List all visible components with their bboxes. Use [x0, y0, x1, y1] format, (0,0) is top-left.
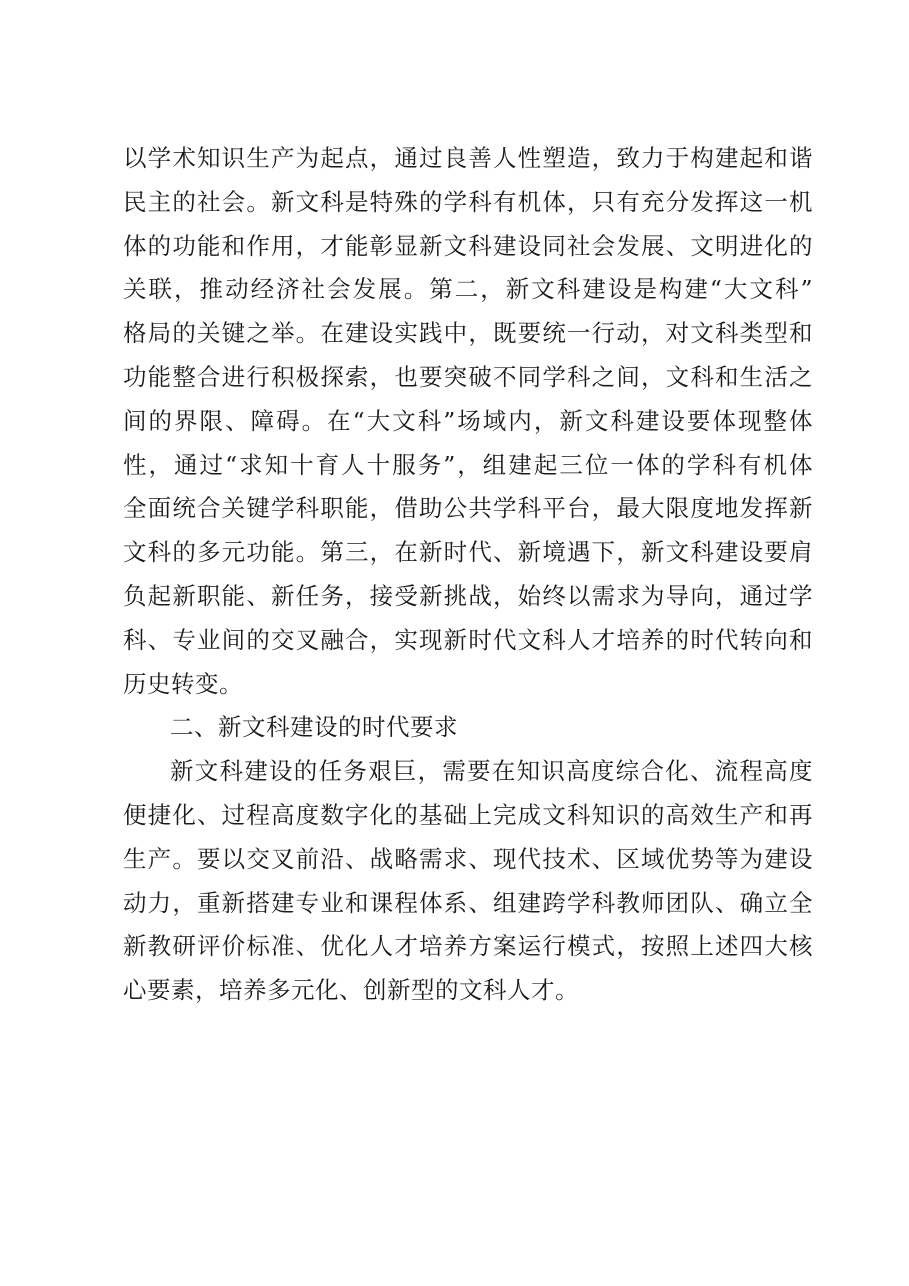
paragraph-line: 生产。要以交叉前沿、战略需求、现代技术、区域优势等为建设 — [123, 844, 813, 873]
section-heading: 二、新文科建设的时代要求 — [170, 713, 458, 742]
document-body — [123, 137, 813, 1013]
paragraph-line: 全面统合关键学科职能，借助公共学科平台，最大限度地发挥新 — [123, 494, 813, 523]
paragraph-1 — [123, 137, 813, 706]
paragraph-line: 历史转变。 — [123, 669, 243, 698]
paragraph-line: 性，通过“求知十育人十服务”，组建起三位一体的学科有机体 — [123, 450, 813, 479]
paragraph-line: 便捷化、过程高度数字化的基础上完成文科知识的高效生产和再 — [123, 800, 813, 829]
paragraph-line: 心要素，培养多元化、创新型的文科人才。 — [123, 976, 579, 1005]
paragraph-line: 间的界限、障碍。在“大文科”场域内，新文科建设要体现整体 — [123, 406, 813, 435]
paragraph-line: 体的功能和作用，才能彰显新文科建设同社会发展、文明进化的 — [123, 231, 813, 260]
paragraph-line: 格局的关键之举。在建设实践中，既要统一行动，对文科类型和 — [123, 319, 813, 348]
paragraph-line: 负起新职能、新任务，接受新挑战，始终以需求为导向，通过学 — [123, 581, 813, 610]
paragraph-line: 科、专业间的交叉融合，实现新时代文科人才培养的时代转向和 — [123, 625, 813, 654]
paragraph-2 — [123, 750, 813, 1013]
paragraph-line: 新文科建设的任务艰巨，需要在知识高度综合化、流程高度 — [170, 757, 813, 786]
paragraph-line: 民主的社会。新文科是特殊的学科有机体，只有充分发挥这一机 — [123, 187, 813, 216]
paragraph-line: 文科的多元功能。第三，在新时代、新境遇下，新文科建设要肩 — [123, 538, 813, 567]
paragraph-line: 新教研评价标准、优化人才培养方案运行模式，按照上述四大核 — [123, 932, 813, 961]
paragraph-line: 关联，推动经济社会发展。第二，新文科建设是构建“大文科” — [123, 275, 813, 304]
paragraph-line: 功能整合进行积极探索，也要突破不同学科之间，文科和生活之 — [123, 362, 813, 391]
paragraph-line: 动力，重新搭建专业和课程体系、组建跨学科教师团队、确立全 — [123, 888, 813, 917]
paragraph-line: 以学术知识生产为起点，通过良善人性塑造，致力于构建起和谐 — [123, 144, 813, 172]
